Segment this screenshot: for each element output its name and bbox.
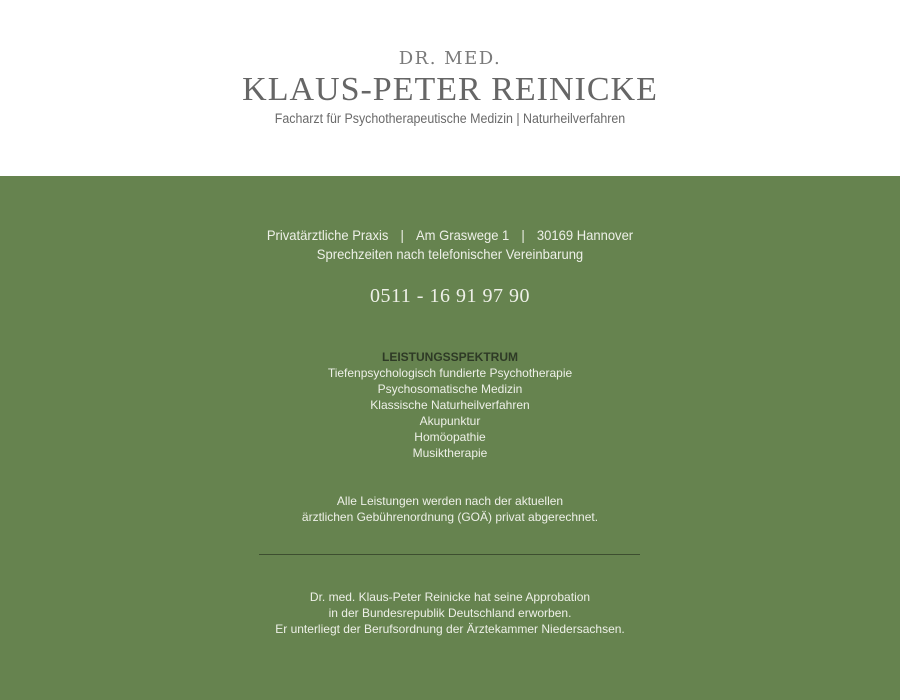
site-header <box>0 0 900 176</box>
doctor-name: KLAUS-PETER REINICKE <box>242 71 658 108</box>
phone-number[interactable]: 0511 - 16 91 97 90 <box>370 285 530 307</box>
office-hours: Sprechzeiten nach telefonischer Vereinbarung <box>316 246 584 262</box>
approbation-line: in der Bundesrepublik Deutschland erworben. <box>328 606 572 620</box>
service-item: Tiefenpsychologisch fundierte Psychotherapie <box>327 366 573 380</box>
specialty-subtitle: Facharzt für Psychotherapeutische Medizin | Naturheilverfahren <box>274 111 626 126</box>
approbation-notice <box>0 589 900 637</box>
services-list <box>0 349 900 461</box>
billing-notice <box>0 493 900 525</box>
approbation-line: Er unterliegt der Berufsordnung der Ärztekammer Niedersachsen. <box>275 622 625 636</box>
practice-address <box>32 226 869 245</box>
street-address: Am Graswege 1 <box>415 227 510 243</box>
billing-line: ärztlichen Gebührenordnung (GOÄ) privat abgerechnet. <box>301 510 599 524</box>
practice-type: Privatärztliche Praxis <box>266 227 389 243</box>
service-item: Klassische Naturheilverfahren <box>370 398 530 412</box>
service-item: Akupunktur <box>419 414 481 428</box>
approbation-line: Dr. med. Klaus-Peter Reinicke hat seine Approbation <box>309 590 591 604</box>
separator: | <box>521 227 525 243</box>
service-item: Psychosomatische Medizin <box>377 382 523 396</box>
divider <box>259 554 640 555</box>
service-item: Musiktherapie <box>412 446 488 460</box>
billing-line: Alle Leistungen werden nach der aktuellen <box>336 494 564 508</box>
services-heading: LEISTUNGSSPEKTRUM <box>381 350 518 364</box>
separator: | <box>400 227 404 243</box>
doctor-title: DR. MED. <box>398 48 502 69</box>
main-content <box>0 176 900 700</box>
service-item: Homöopathie <box>414 430 486 444</box>
city: 30169 Hannover <box>536 227 634 243</box>
